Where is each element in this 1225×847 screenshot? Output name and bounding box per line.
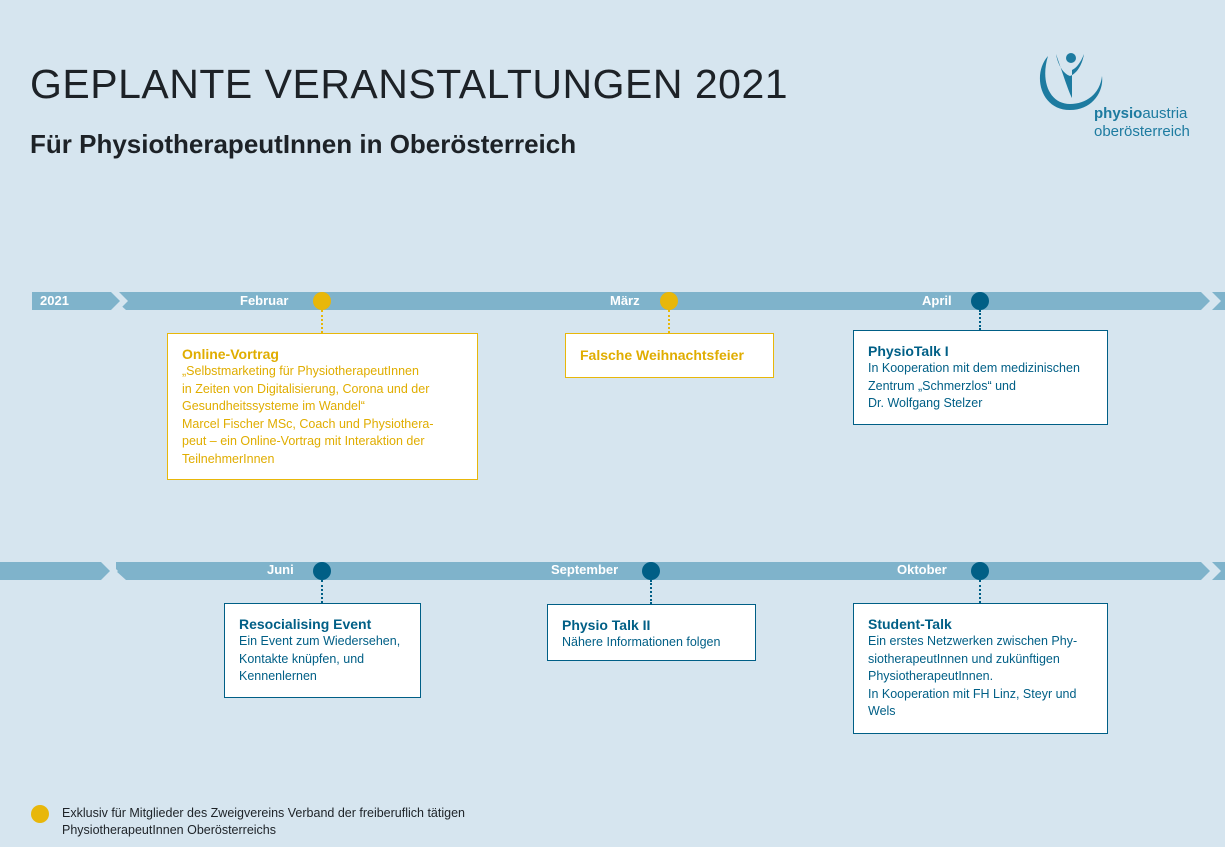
logo-region: oberösterreich	[1094, 123, 1190, 140]
event-marker-oktober	[971, 562, 989, 580]
event-title: Physio Talk II	[562, 617, 651, 633]
month-label-april: April	[922, 293, 952, 308]
event-title: Falsche Weihnachtsfeier	[580, 347, 744, 363]
connector-juni	[321, 580, 323, 603]
logo-wordmark: physioaustria	[1094, 105, 1188, 122]
page-subtitle: Für PhysiotherapeutInnen in Oberösterreich	[30, 129, 577, 159]
month-label-februar: Februar	[240, 293, 289, 308]
event-card-online-vortrag	[167, 333, 478, 480]
event-marker-juni	[313, 562, 331, 580]
event-card-resocialising-event	[224, 603, 421, 698]
event-title: Resocialising Event	[239, 616, 372, 632]
connector-september	[650, 580, 652, 604]
legend-marker-icon	[31, 805, 49, 823]
page-title: GEPLANTE VERANSTALTUNGEN 2021	[30, 61, 789, 107]
event-marker-maerz	[660, 292, 678, 310]
month-label-juni: Juni	[267, 562, 294, 577]
connector-oktober	[979, 580, 981, 603]
event-description: „Selbstmarketing für PhysiotherapeutInnen in Zeiten von Digitalisierung, Corona und der Gesundheitssysteme im Wandel“ Marcel Fischer MSc, Coach und Physiothera- peut – ein Online-Vortrag mit Interaktion der TeilnehmerInnen	[182, 364, 434, 466]
connector-maerz	[668, 310, 670, 333]
legend-text: Exklusiv für Mitglieder des Zweigvereins Verband der freiberuflich tätigen PhysiotherapeutInnen Oberösterreichs	[62, 806, 465, 837]
event-card-falsche-weihnachtsfeier	[565, 333, 774, 378]
event-description: In Kooperation mit dem medizinischen Zentrum „Schmerzlos“ und Dr. Wolfgang Stelzer	[868, 361, 1080, 410]
event-title: Online-Vortrag	[182, 346, 279, 362]
connector-februar	[321, 310, 323, 333]
event-title: PhysioTalk I	[868, 343, 949, 359]
event-title: Student-Talk	[868, 616, 952, 632]
connector-april	[979, 310, 981, 330]
month-label-maerz: März	[610, 293, 640, 308]
event-marker-april	[971, 292, 989, 310]
event-description: Nähere Informationen folgen	[562, 635, 721, 649]
event-description: Ein Event zum Wiedersehen, Kontakte knüpfen, und Kennenlernen	[239, 634, 401, 683]
event-marker-september	[642, 562, 660, 580]
event-marker-februar	[313, 292, 331, 310]
physioaustria-logo	[1034, 48, 1204, 144]
event-card-student-talk	[853, 603, 1108, 734]
event-card-physio-talk-2	[547, 604, 756, 661]
month-label-september: September	[551, 562, 619, 577]
event-card-physiotalk-1	[853, 330, 1108, 425]
month-label-oktober: Oktober	[897, 562, 947, 577]
event-description: Ein erstes Netzwerken zwischen Phy- siotherapeutInnen und zukünftigen PhysiotherapeutInnen. In Kooperation mit FH Linz, Steyr und Wels	[868, 634, 1078, 718]
timeline-year: 2021	[40, 293, 69, 308]
